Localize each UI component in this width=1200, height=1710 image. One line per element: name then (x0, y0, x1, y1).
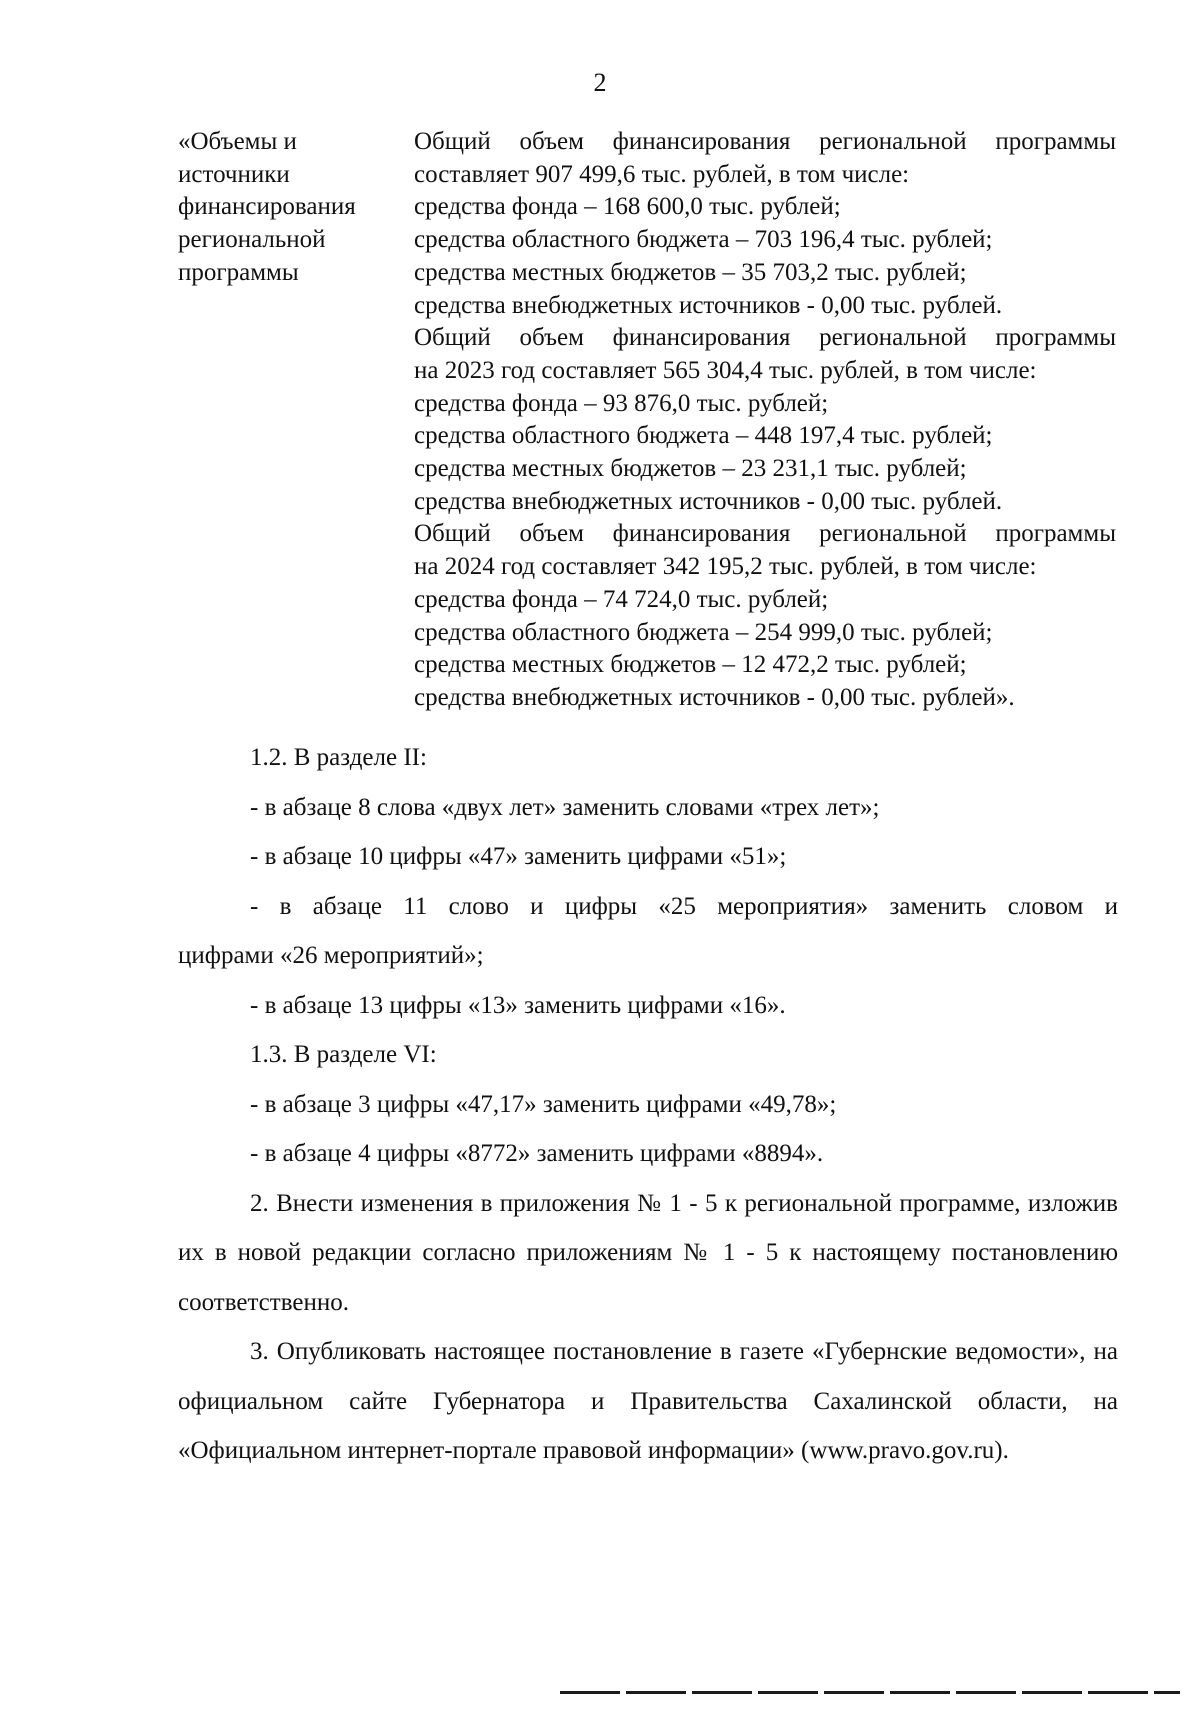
funding-line: средства местных бюджетов – 23 231,1 тыс. рублей; (414, 455, 967, 483)
funding-line: средства внебюджетных источников - 0,00 тыс. рублей». (414, 683, 1015, 711)
paragraph-item: - в абзаце 11 слово и цифры «25 мероприятия» заменить словом и (250, 892, 1118, 920)
funding-line: средства областного бюджета – 448 197,4 тыс. рублей; (414, 422, 993, 450)
footer-rule (560, 1691, 1180, 1694)
funding-line: средства фонда – 74 724,0 тыс. рублей; (414, 585, 829, 613)
paragraph-item: - в абзаце 10 цифры «47» заменить цифрами «51»; (250, 843, 787, 870)
funding-line: средства местных бюджетов – 35 703,2 тыс. рублей; (414, 258, 967, 286)
paragraph-item: - в абзаце 8 слова «двух лет» заменить словами «трех лет»; (250, 793, 880, 821)
paragraph-item: - в абзаце 13 цифры «13» заменить цифрами «16». (250, 991, 786, 1019)
paragraph-item-continued: цифрами «26 мероприятий»; (178, 942, 484, 969)
paragraph-2: 2. Внести изменения в приложения № 1 - 5 к региональной программе, изложив их в новой редакции согласно приложениям № 1 - 5 к настоящему постановлению соответственно. (178, 1189, 1118, 1316)
funding-line: составляет 907 499,6 тыс. рублей, в том числе: (414, 160, 910, 188)
funding-line: средства местных бюджетов – 12 472,2 тыс. рублей; (414, 651, 967, 679)
label-line: региональной (178, 226, 326, 254)
page-number: 2 (593, 68, 607, 97)
funding-line: средства областного бюджета – 254 999,0 тыс. рублей; (414, 618, 993, 646)
funding-line: на 2024 год составляет 342 195,2 тыс. рублей, в том числе: (414, 553, 1037, 581)
funding-line: Общий объем финансирования региональной программы (414, 128, 1116, 155)
funding-line: на 2023 год составляет 565 304,4 тыс. рублей, в том числе: (414, 356, 1037, 384)
paragraph-1-2-heading: 1.2. В разделе II: (250, 744, 427, 771)
label-line: программы (178, 258, 299, 286)
funding-line: средства внебюджетных источников - 0,00 тыс. рублей. (414, 487, 1003, 515)
paragraph-item: - в абзаце 3 цифры «47,17» заменить цифрами «49,78»; (250, 1090, 837, 1118)
funding-line: средства фонда – 93 876,0 тыс. рублей; (414, 389, 829, 417)
label-line: «Объемы и (178, 128, 297, 155)
funding-line: Общий объем финансирования региональной программы (414, 324, 1116, 352)
funding-line: средства областного бюджета – 703 196,4 тыс. рублей; (414, 226, 993, 254)
funding-line: Общий объем финансирования региональной программы (414, 520, 1116, 548)
funding-line: средства внебюджетных источников - 0,00 тыс. рублей. (414, 291, 1003, 319)
paragraph-item: - в абзаце 4 цифры «8772» заменить цифрами «8894». (250, 1140, 824, 1167)
document-body (178, 733, 1118, 1476)
paragraph-1-3-heading: 1.3. В разделе VI: (250, 1041, 437, 1068)
funding-line: средства фонда – 168 600,0 тыс. рублей; (414, 193, 841, 221)
funding-section-text (414, 126, 1116, 715)
paragraph-3: 3. Опубликовать настоящее постановление в газете «Губернские ведомости», на официальном сайте Губернатора и Правительства Сахалинской области, на «Официальном интернет-портале правовой информации» (www.pravo.gov.ru). (178, 1338, 1118, 1464)
label-line: источники (178, 160, 290, 188)
label-line: финансирования (178, 193, 356, 221)
funding-section-label (178, 126, 408, 290)
